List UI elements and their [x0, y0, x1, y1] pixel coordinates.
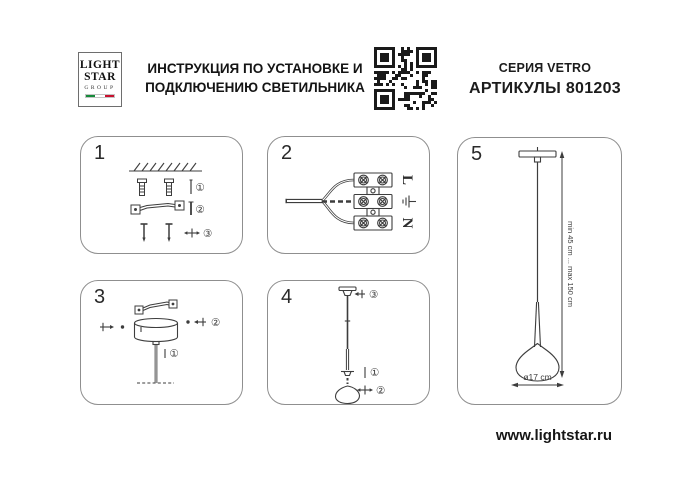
neutral-terminal-label: N	[399, 217, 415, 229]
article-number: АРТИКУЛЫ 801203	[468, 80, 622, 97]
ceiling-hatch-icon	[129, 163, 202, 171]
title-line-2: ПОДКЛЮЧЕНИЮ СВЕТИЛЬНИКА	[145, 80, 365, 95]
terminal-screws	[359, 175, 388, 228]
logo-word-star: STAR	[84, 71, 116, 83]
marker-2: ②	[376, 385, 386, 397]
flag-white	[95, 95, 104, 97]
height-dimension	[560, 151, 565, 378]
cross-screw-icon	[184, 229, 200, 238]
step-5-panel	[457, 137, 622, 405]
side-screw-left-icon	[100, 323, 124, 331]
wall-anchors-icon	[138, 179, 174, 196]
step-3-panel	[80, 280, 243, 405]
marker-1: ①	[169, 348, 179, 360]
marker-1: ①	[370, 367, 380, 379]
step-1-panel	[80, 136, 243, 254]
step-1-number: 1	[94, 142, 106, 164]
product-info	[462, 61, 628, 98]
terminal-block-icon	[354, 173, 392, 230]
anchor-small-icon	[190, 180, 193, 194]
series-label: СЕРИЯ VETRO	[498, 61, 592, 75]
ground-symbol	[403, 196, 416, 208]
diameter-dimension	[511, 383, 564, 388]
qr-code	[374, 47, 437, 110]
glass-shade-icon	[336, 386, 360, 404]
step-2-number: 2	[281, 142, 293, 164]
height-range-label: min 45 cm ... max 150 cm	[566, 221, 575, 307]
diameter-label: ø17 cm	[523, 372, 552, 382]
mounting-bracket-icon	[135, 300, 177, 314]
step-2-drawing	[268, 137, 431, 255]
mounting-bracket-icon	[131, 201, 184, 214]
logo-word-group: GROUP	[84, 85, 116, 91]
step-4-drawing	[268, 281, 431, 406]
supply-cable-icon	[286, 180, 354, 223]
page-title	[135, 59, 375, 97]
flag-green	[86, 95, 95, 97]
line-terminal-label: L	[399, 174, 415, 186]
logo-word-light: LIGHT	[79, 59, 121, 71]
marker-1: ①	[195, 182, 205, 194]
marker-2: ②	[195, 204, 205, 216]
step-2-panel	[267, 136, 430, 254]
step-4-number: 4	[281, 286, 293, 308]
screws-icon	[141, 224, 173, 242]
marker-3: ③	[369, 289, 379, 301]
step-3-number: 3	[94, 286, 106, 308]
screw-3-icon	[355, 290, 366, 298]
screw-small-icon	[189, 202, 194, 215]
italian-flag-strip	[85, 94, 115, 98]
step-5-drawing	[458, 138, 623, 406]
side-screw-right-icon	[186, 318, 206, 326]
step-5-number: 5	[471, 143, 483, 165]
website-url: www.lightstar.ru	[495, 427, 612, 444]
step-3-drawing	[81, 281, 244, 406]
flag-red	[105, 95, 114, 97]
pendant-rod-icon	[339, 287, 356, 384]
lightstar-logo	[78, 52, 122, 107]
title-line-1: ИНСТРУКЦИЯ ПО УСТАНОВКЕ И	[147, 61, 363, 76]
step-4-panel	[267, 280, 430, 405]
marker-3: ③	[203, 228, 213, 240]
step-1-drawing	[81, 137, 244, 255]
marker-2: ②	[211, 317, 221, 329]
pendant-lamp-icon	[516, 147, 559, 381]
